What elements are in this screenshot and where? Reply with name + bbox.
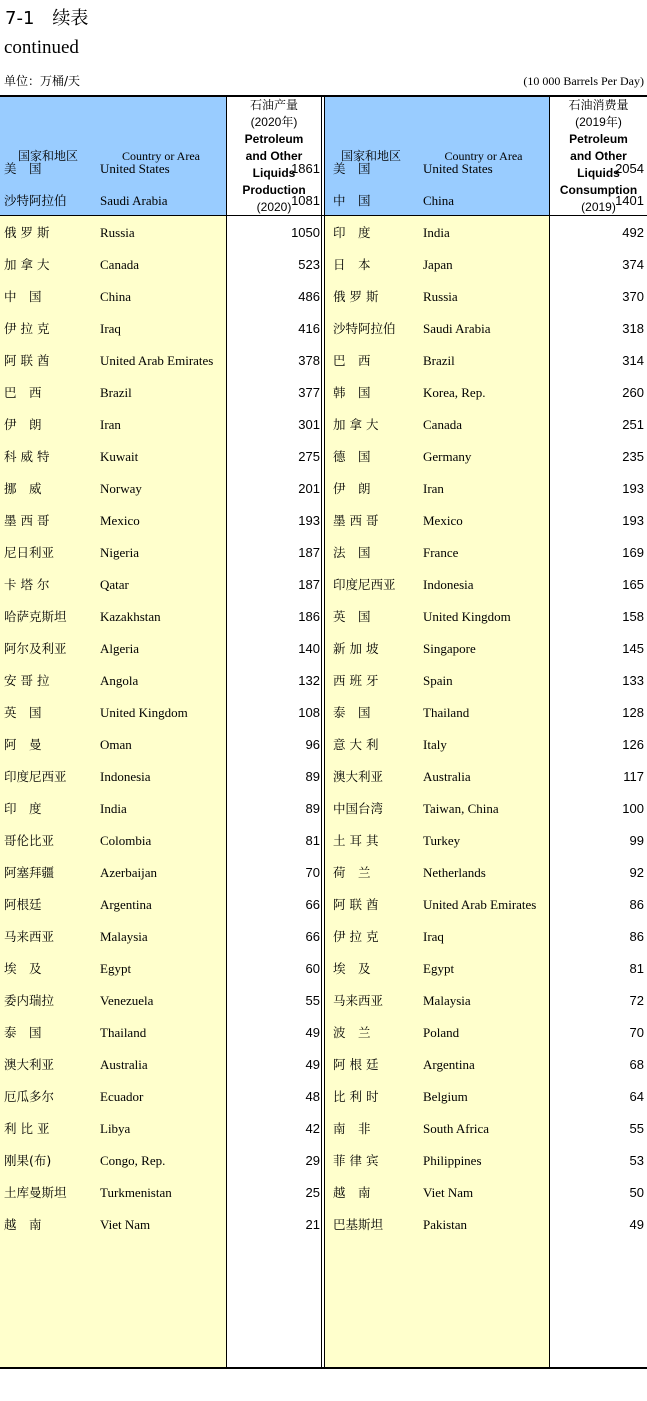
production-value: 66 [305, 897, 320, 912]
consumption-value: 50 [629, 1185, 644, 1200]
country-en-left: Kazakhstan [100, 609, 161, 624]
header-production-en-3: Liquids [252, 165, 296, 180]
table-row [0, 315, 647, 347]
country-en-left: Libya [100, 1121, 131, 1136]
country-cn-left: 中 国 [4, 289, 42, 304]
country-cn-right: 泰 国 [333, 705, 371, 720]
country-cn-left: 加 拿 大 [4, 257, 50, 272]
consumption-value: 53 [629, 1153, 644, 1168]
country-en-left: Congo, Rep. [100, 1153, 166, 1168]
country-cn-right: 比 利 时 [333, 1089, 379, 1104]
country-cn-right: 韩 国 [333, 385, 371, 400]
country-en-left: Russia [100, 225, 135, 240]
country-cn-left: 埃 及 [4, 961, 42, 976]
country-cn-right: 意 大 利 [333, 737, 379, 752]
production-value: 193 [298, 513, 320, 528]
production-value: 1081 [291, 193, 320, 208]
consumption-value: 72 [629, 993, 644, 1008]
country-en-right: Singapore [423, 641, 476, 656]
table-row [0, 635, 647, 667]
country-en-right: Iran [423, 481, 444, 496]
table-row [0, 283, 647, 315]
country-en-left: Thailand [100, 1025, 147, 1040]
country-en-left: Saudi Arabia [100, 193, 168, 208]
country-en-right: China [423, 193, 455, 208]
country-en-left: Nigeria [100, 545, 139, 560]
production-value: 21 [305, 1217, 320, 1232]
table-row [0, 603, 647, 635]
consumption-value: 260 [622, 385, 644, 400]
consumption-value: 235 [622, 449, 644, 464]
production-value: 96 [305, 737, 320, 752]
country-cn-right: 法 国 [333, 545, 371, 560]
consumption-value: 49 [629, 1217, 644, 1232]
table-row [0, 1147, 647, 1179]
consumption-value: 133 [622, 673, 644, 688]
production-value: 81 [305, 833, 320, 848]
consumption-value: 169 [622, 545, 644, 560]
country-en-right: India [423, 225, 450, 240]
header-consumption-year-cn: (2019年) [575, 114, 622, 129]
header-production-year: (2020) [256, 199, 292, 214]
country-en-right: Saudi Arabia [423, 321, 491, 336]
country-cn-left: 阿 联 酋 [4, 353, 50, 368]
country-en-right: Turkey [423, 833, 461, 848]
country-en-left: Iraq [100, 321, 121, 336]
production-value: 49 [305, 1025, 320, 1040]
country-en-right: Australia [423, 769, 471, 784]
country-cn-right: 巴基斯坦 [333, 1217, 384, 1232]
country-en-left: Colombia [100, 833, 152, 848]
country-en-left: Qatar [100, 577, 129, 592]
production-value: 25 [305, 1185, 320, 1200]
header-production-year-cn: (2020年) [250, 114, 298, 129]
consumption-value: 86 [629, 897, 644, 912]
country-cn-left: 越 南 [4, 1217, 42, 1232]
table-title [5, 4, 88, 30]
header-production-en-4: Production [242, 182, 306, 197]
country-cn-right: 西 班 牙 [333, 673, 379, 688]
table-row [0, 891, 647, 923]
unit-label-en: (10 000 Barrels Per Day) [523, 74, 644, 88]
production-value: 186 [298, 609, 320, 624]
header-consumption-cn: 石油消费量 [568, 97, 629, 112]
table-row [0, 1179, 647, 1211]
table-row [0, 443, 647, 475]
country-en-right: United Arab Emirates [423, 897, 537, 912]
country-en-right: Mexico [423, 513, 463, 528]
table-row [0, 219, 647, 251]
country-en-right: Pakistan [423, 1217, 468, 1232]
table-row [0, 539, 647, 571]
production-value: 49 [305, 1057, 320, 1072]
country-cn-left: 英 国 [4, 705, 42, 720]
consumption-value: 145 [622, 641, 644, 656]
table-number: 7-1 [5, 8, 35, 29]
production-value: 275 [298, 449, 320, 464]
table-row [0, 155, 647, 187]
table-row [0, 731, 647, 763]
consumption-value: 165 [622, 577, 644, 592]
country-en-left: Angola [100, 673, 139, 688]
country-en-left: Norway [100, 481, 142, 496]
country-en-left: Mexico [100, 513, 140, 528]
country-cn-right: 埃 及 [333, 961, 371, 976]
country-en-left: United Arab Emirates [100, 353, 214, 368]
table-row [0, 1083, 647, 1115]
country-en-left: Indonesia [100, 769, 151, 784]
header-country-cn-right: 国家和地区 [340, 148, 401, 163]
consumption-value: 314 [622, 353, 644, 368]
consumption-value: 251 [622, 417, 644, 432]
table-row [0, 955, 647, 987]
table-row [0, 347, 647, 379]
country-cn-left: 马来西亚 [4, 929, 55, 944]
country-en-right: Thailand [423, 705, 470, 720]
production-value: 89 [305, 769, 320, 784]
table-row [0, 859, 647, 891]
production-value: 416 [298, 321, 320, 336]
country-en-right: France [423, 545, 459, 560]
country-en-right: Iraq [423, 929, 444, 944]
country-cn-right: 菲 律 宾 [333, 1153, 379, 1168]
country-en-left: Ecuador [100, 1089, 144, 1104]
country-cn-left: 土库曼斯坦 [4, 1185, 67, 1200]
table-row [0, 763, 647, 795]
consumption-value: 193 [622, 513, 644, 528]
country-cn-right: 俄 罗 斯 [333, 289, 379, 304]
country-cn-right: 巴 西 [333, 353, 371, 368]
consumption-value: 193 [622, 481, 644, 496]
header-country-cn-left: 国家和地区 [17, 148, 78, 163]
production-value: 55 [305, 993, 320, 1008]
header-country-en-left: Country or Area [122, 148, 200, 163]
production-value: 523 [298, 257, 320, 272]
table-title-text: 续表 [52, 8, 89, 29]
country-cn-right: 伊 拉 克 [333, 929, 379, 944]
country-en-right: United Kingdom [423, 609, 511, 624]
consumption-value: 92 [629, 865, 644, 880]
country-en-right: South Africa [423, 1121, 490, 1136]
country-en-right: United States [423, 161, 493, 176]
table-row [0, 1115, 647, 1147]
production-value: 70 [305, 865, 320, 880]
header-consumption-en-4: Consumption [559, 182, 638, 197]
consumption-value: 1401 [615, 193, 644, 208]
consumption-value: 126 [622, 737, 644, 752]
country-en-right: Poland [423, 1025, 460, 1040]
table-row [0, 1051, 647, 1083]
header-country-en-right: Country or Area [444, 148, 523, 163]
country-cn-left: 尼日利亚 [4, 545, 55, 560]
country-cn-left: 阿根廷 [4, 897, 42, 912]
consumption-value: 2054 [615, 161, 644, 176]
production-value: 60 [305, 961, 320, 976]
country-cn-right: 中 国 [333, 193, 371, 208]
country-cn-left: 哥伦比亚 [4, 833, 55, 848]
country-cn-left: 厄瓜多尔 [4, 1089, 55, 1104]
table-row [0, 699, 647, 731]
table-body [0, 155, 647, 1243]
production-value: 187 [298, 545, 320, 560]
consumption-value: 374 [622, 257, 644, 272]
country-en-right: Canada [423, 417, 462, 432]
country-cn-right: 印度尼西亚 [333, 577, 396, 592]
production-value: 48 [305, 1089, 320, 1104]
country-en-right: Argentina [423, 1057, 475, 1072]
country-cn-right: 越 南 [333, 1185, 371, 1200]
country-cn-left: 哈萨克斯坦 [4, 609, 67, 624]
country-en-left: Oman [100, 737, 132, 752]
production-value: 140 [298, 641, 320, 656]
country-en-right: Netherlands [423, 865, 486, 880]
table-row [0, 827, 647, 859]
country-en-right: Egypt [423, 961, 455, 976]
table-row [0, 1211, 647, 1243]
country-cn-left: 印度尼西亚 [4, 769, 67, 784]
consumption-value: 86 [629, 929, 644, 944]
production-value: 187 [298, 577, 320, 592]
table-row [0, 187, 647, 219]
country-en-right: Japan [423, 257, 453, 272]
consumption-value: 117 [623, 769, 644, 784]
country-en-right: Brazil [423, 353, 455, 368]
table-row [0, 251, 647, 283]
country-cn-left: 卡 塔 尔 [4, 577, 50, 592]
country-cn-left: 沙特阿拉伯 [4, 193, 67, 208]
production-value: 1861 [291, 161, 320, 176]
consumption-value: 128 [622, 705, 644, 720]
unit-label-cn: 单位：万桶/天 [4, 74, 81, 88]
country-en-right: Russia [423, 289, 458, 304]
country-en-left: Argentina [100, 897, 152, 912]
country-cn-left: 安 哥 拉 [4, 673, 50, 688]
header-consumption-year: (2019) [581, 199, 616, 214]
production-value: 66 [305, 929, 320, 944]
table-bottom-rule [0, 1367, 647, 1369]
production-value: 132 [298, 673, 320, 688]
country-en-left: China [100, 289, 132, 304]
table-row [0, 923, 647, 955]
production-value: 1050 [291, 225, 320, 240]
country-en-left: United Kingdom [100, 705, 188, 720]
country-en-left: Canada [100, 257, 139, 272]
consumption-value: 318 [622, 321, 644, 336]
production-value: 89 [305, 801, 320, 816]
consumption-value: 370 [622, 289, 644, 304]
table-row [0, 571, 647, 603]
consumption-value: 64 [629, 1089, 644, 1104]
country-cn-left: 伊 朗 [4, 417, 42, 432]
country-cn-right: 荷 兰 [333, 865, 371, 880]
country-cn-left: 阿塞拜疆 [4, 865, 55, 880]
header-production-en-2: and Other [245, 148, 303, 163]
header-production-cn: 石油产量 [249, 97, 298, 112]
production-value: 301 [298, 417, 320, 432]
country-en-left: Malaysia [100, 929, 148, 944]
country-cn-left: 阿尔及利亚 [4, 641, 67, 656]
table-row [0, 1019, 647, 1051]
country-en-left: Brazil [100, 385, 132, 400]
table-row [0, 987, 647, 1019]
country-cn-right: 马来西亚 [333, 993, 384, 1008]
header-consumption-en-1: Petroleum [569, 131, 628, 146]
country-cn-right: 新 加 坡 [333, 641, 379, 656]
table-row [0, 411, 647, 443]
table-row [0, 667, 647, 699]
country-en-left: Kuwait [100, 449, 139, 464]
country-cn-left: 美 国 [4, 161, 42, 176]
header-consumption-en-3: Liquids [577, 165, 620, 180]
country-cn-right: 印 度 [333, 225, 371, 240]
country-cn-right: 德 国 [333, 449, 371, 464]
country-cn-right: 波 兰 [333, 1025, 371, 1040]
country-cn-left: 俄 罗 斯 [4, 225, 50, 240]
consumption-value: 492 [622, 225, 644, 240]
production-value: 29 [305, 1153, 320, 1168]
country-en-left: India [100, 801, 127, 816]
country-cn-left: 澳大利亚 [4, 1057, 55, 1072]
country-en-right: Germany [423, 449, 472, 464]
consumption-value: 99 [629, 833, 644, 848]
country-cn-left: 墨 西 哥 [4, 513, 50, 528]
country-en-left: Azerbaijan [100, 865, 158, 880]
consumption-value: 68 [629, 1057, 644, 1072]
table-subtitle: continued [4, 37, 79, 58]
country-cn-right: 阿 联 酋 [333, 897, 379, 912]
country-en-left: Iran [100, 417, 121, 432]
production-value: 378 [298, 353, 320, 368]
consumption-value: 70 [629, 1025, 644, 1040]
country-en-right: Italy [423, 737, 447, 752]
country-en-left: Viet Nam [100, 1217, 151, 1232]
country-cn-left: 科 威 特 [4, 449, 50, 464]
table-row [0, 795, 647, 827]
production-value: 108 [298, 705, 320, 720]
country-cn-right: 沙特阿拉伯 [333, 321, 396, 336]
country-en-left: United States [100, 161, 170, 176]
country-cn-left: 委内瑞拉 [4, 993, 55, 1008]
country-en-left: Venezuela [100, 993, 154, 1008]
country-en-left: Algeria [100, 641, 139, 656]
country-cn-right: 英 国 [333, 609, 371, 624]
header-production-en-1: Petroleum [244, 131, 304, 146]
country-cn-left: 挪 威 [4, 481, 42, 496]
table-row [0, 475, 647, 507]
country-cn-right: 加 拿 大 [333, 417, 379, 432]
country-en-right: Philippines [423, 1153, 482, 1168]
country-cn-right: 美 国 [333, 161, 371, 176]
country-en-left: Turkmenistan [100, 1185, 172, 1200]
country-cn-left: 利 比 亚 [4, 1121, 50, 1136]
production-value: 42 [305, 1121, 320, 1136]
table-row [0, 379, 647, 411]
country-en-right: Malaysia [423, 993, 471, 1008]
country-cn-left: 伊 拉 克 [4, 321, 50, 336]
production-value: 201 [298, 481, 320, 496]
country-en-left: Egypt [100, 961, 132, 976]
country-cn-left: 泰 国 [4, 1025, 42, 1040]
country-cn-right: 伊 朗 [333, 481, 371, 496]
country-cn-left: 印 度 [4, 801, 42, 816]
country-cn-left: 刚果(布) [4, 1153, 52, 1168]
country-en-right: Spain [423, 673, 453, 688]
country-en-right: Viet Nam [423, 1185, 474, 1200]
consumption-value: 158 [622, 609, 644, 624]
table-row [0, 507, 647, 539]
country-cn-right: 阿 根 廷 [333, 1057, 379, 1072]
country-cn-right: 澳大利亚 [333, 769, 384, 784]
consumption-value: 100 [622, 801, 644, 816]
header-consumption-en-2: and Other [570, 148, 627, 163]
country-en-right: Indonesia [423, 577, 474, 592]
country-en-left: Australia [100, 1057, 148, 1072]
consumption-value: 55 [629, 1121, 644, 1136]
country-en-right: Belgium [423, 1089, 468, 1104]
country-cn-right: 日 本 [333, 257, 371, 272]
production-value: 377 [298, 385, 320, 400]
country-cn-left: 巴 西 [4, 385, 42, 400]
country-cn-right: 南 非 [333, 1121, 371, 1136]
country-cn-right: 中国台湾 [333, 801, 384, 816]
country-cn-right: 墨 西 哥 [333, 513, 379, 528]
consumption-value: 81 [629, 961, 644, 976]
country-cn-right: 土 耳 其 [333, 833, 379, 848]
production-value: 486 [298, 289, 320, 304]
country-en-right: Taiwan, China [423, 801, 499, 816]
country-en-right: Korea, Rep. [423, 385, 486, 400]
country-cn-left: 阿 曼 [4, 737, 42, 752]
